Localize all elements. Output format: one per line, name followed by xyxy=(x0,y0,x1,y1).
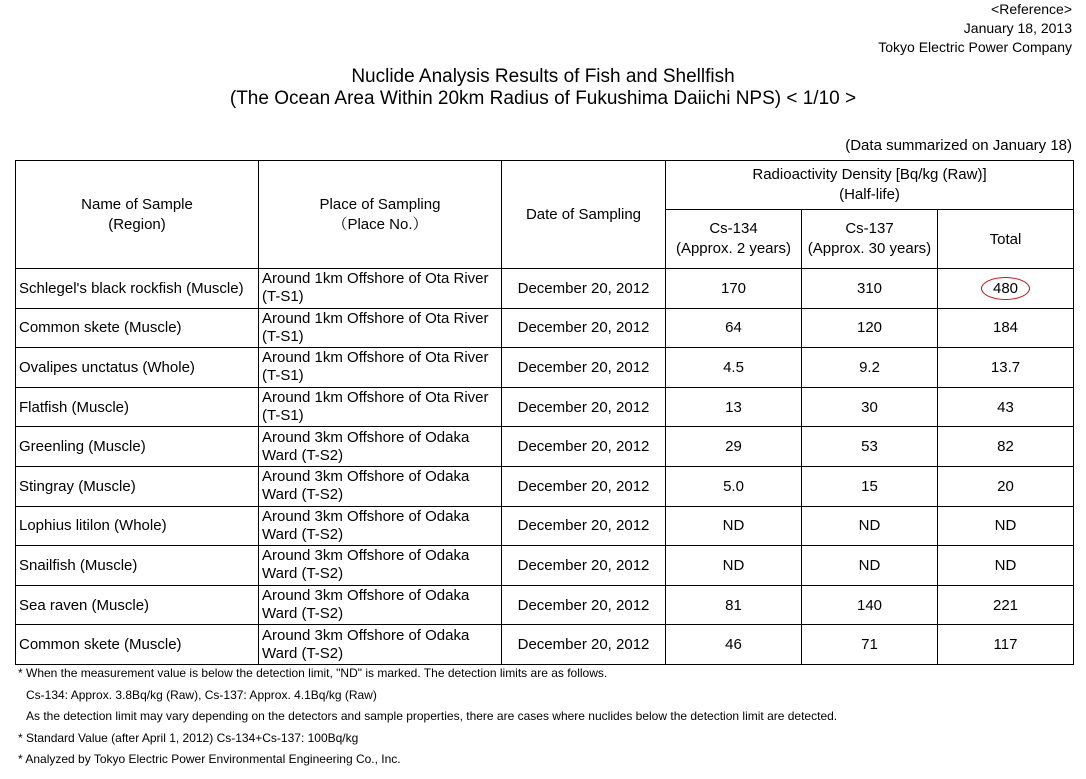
total-cell xyxy=(938,269,1074,309)
place-line-1: Around 1km Offshore of Ota River xyxy=(262,270,489,288)
cs137-cell: 120 xyxy=(802,308,938,348)
date-cell: December 20, 2012 xyxy=(502,546,666,586)
place-cell xyxy=(259,308,502,348)
total-value: 20 xyxy=(997,477,1014,495)
date-cell: December 20, 2012 xyxy=(502,269,666,309)
cs134-cell: 64 xyxy=(666,308,802,348)
footnote-limits: Cs-134: Approx. 3.8Bq/kg (Raw), Cs-137: Approx. 4.1Bq/kg (Raw) xyxy=(26,687,377,702)
total-cell xyxy=(938,546,1074,586)
cs137-cell: 9.2 xyxy=(802,348,938,388)
header-row-1 xyxy=(16,161,1074,210)
place-cell xyxy=(259,625,502,665)
total-value: 43 xyxy=(997,398,1014,416)
place-line-2: (T-S1) xyxy=(262,367,304,385)
cs134-cell: 13 xyxy=(666,387,802,427)
place-cell xyxy=(259,585,502,625)
place-line-2: Ward (T-S2) xyxy=(262,446,344,464)
total-value: 82 xyxy=(997,438,1014,456)
date-cell: December 20, 2012 xyxy=(502,427,666,467)
cs134-cell: 4.5 xyxy=(666,348,802,388)
place-line-1: Around 1km Offshore of Ota River xyxy=(262,349,489,367)
sample-name-cell: Greenling (Muscle) xyxy=(16,427,259,467)
place-cell xyxy=(259,546,502,586)
document-title xyxy=(0,66,1086,110)
table-row xyxy=(16,427,1074,467)
total-value: 221 xyxy=(992,596,1019,614)
total-value: 117 xyxy=(993,636,1018,654)
header-total: Total xyxy=(938,210,1074,269)
header-date: Date of Sampling xyxy=(502,161,666,269)
footnote-standard: * Standard Value (after April 1, 2012) Cs-134+Cs-137: 100Bq/kg xyxy=(18,730,359,745)
cs137-cell: ND xyxy=(802,546,938,586)
cs134-cell: ND xyxy=(666,506,802,546)
place-line-1: Around 3km Offshore of Odaka xyxy=(262,587,470,605)
header-place: Place of Sampling （Place No.） xyxy=(259,161,502,269)
cs137-cell: 71 xyxy=(802,625,938,665)
table-row xyxy=(16,625,1074,665)
header-cs134: Cs-134 (Approx. 2 years) xyxy=(666,210,802,269)
cs137-cell: ND xyxy=(802,506,938,546)
cs137-cell: 30 xyxy=(802,387,938,427)
cs134-cell: 29 xyxy=(666,427,802,467)
company-name: Tokyo Electric Power Company xyxy=(878,39,1072,55)
cs134-cell: 170 xyxy=(666,269,802,309)
place-cell xyxy=(259,427,502,467)
cs137-cell: 53 xyxy=(802,427,938,467)
cs134-cell: ND xyxy=(666,546,802,586)
results-table xyxy=(15,160,1074,665)
sample-name-cell: Ovalipes unctatus (Whole) xyxy=(16,348,259,388)
place-cell xyxy=(259,348,502,388)
summary-note: (Data summarized on January 18) xyxy=(845,137,1072,154)
place-cell xyxy=(259,506,502,546)
date-cell: December 20, 2012 xyxy=(502,466,666,506)
sample-name-cell: Flatfish (Muscle) xyxy=(16,387,259,427)
header-density: Radioactivity Density [Bq/kg (Raw)] (Half-life) xyxy=(666,161,1074,210)
document-header xyxy=(878,0,1072,57)
cs134-cell: 81 xyxy=(666,585,802,625)
sample-name-cell: Sea raven (Muscle) xyxy=(16,585,259,625)
place-line-2: Ward (T-S2) xyxy=(262,605,344,623)
table-row xyxy=(16,506,1074,546)
place-line-2: Ward (T-S2) xyxy=(262,565,344,583)
highlighted-total: 480 xyxy=(981,277,1030,300)
cs137-cell: 15 xyxy=(802,466,938,506)
sample-name-cell: Stingray (Muscle) xyxy=(16,466,259,506)
table-row xyxy=(16,387,1074,427)
title-line-1: Nuclide Analysis Results of Fish and Shellfish xyxy=(351,66,735,87)
table-row xyxy=(16,585,1074,625)
place-line-2: Ward (T-S2) xyxy=(262,644,344,662)
footnotes xyxy=(18,663,837,771)
total-value: 13.7 xyxy=(990,358,1021,376)
total-cell xyxy=(938,625,1074,665)
total-cell xyxy=(938,585,1074,625)
sample-name-cell: Schlegel's black rockfish (Muscle) xyxy=(16,269,259,309)
footnote-variance: As the detection limit may vary depending on the detectors and sample properties, there are cases where nuclides below the detection limit are detected. xyxy=(26,709,838,724)
total-value: ND xyxy=(994,517,1017,535)
header-cs137: Cs-137 (Approx. 30 years) xyxy=(802,210,938,269)
place-line-1: Around 3km Offshore of Odaka xyxy=(262,547,470,565)
cs134-cell: 46 xyxy=(666,625,802,665)
place-line-2: (T-S1) xyxy=(262,288,304,306)
date-cell: December 20, 2012 xyxy=(502,506,666,546)
table-row xyxy=(16,348,1074,388)
place-line-2: (T-S1) xyxy=(262,407,304,425)
place-line-1: Around 1km Offshore of Ota River xyxy=(262,309,489,327)
total-value: ND xyxy=(994,556,1017,574)
cs137-cell: 140 xyxy=(802,585,938,625)
total-cell xyxy=(938,308,1074,348)
date-cell: December 20, 2012 xyxy=(502,625,666,665)
place-line-2: (T-S1) xyxy=(262,327,304,345)
date-cell: December 20, 2012 xyxy=(502,308,666,348)
date-cell: December 20, 2012 xyxy=(502,585,666,625)
place-line-1: Around 3km Offshore of Odaka xyxy=(262,428,470,446)
total-cell xyxy=(938,427,1074,467)
title-line-2: (The Ocean Area Within 20km Radius of Fukushima Daiichi NPS) < 1/10 > xyxy=(229,88,857,109)
sample-name-cell: Common skete (Muscle) xyxy=(16,625,259,665)
footnote-nd: * When the measurement value is below the detection limit, "ND" is marked. The detection limits are as follows. xyxy=(18,666,608,680)
sample-name-cell: Common skete (Muscle) xyxy=(16,308,259,348)
place-line-1: Around 3km Offshore of Odaka xyxy=(262,468,470,486)
place-line-2: Ward (T-S2) xyxy=(262,525,344,543)
reference-label: <Reference> xyxy=(991,1,1072,17)
document-date: January 18, 2013 xyxy=(963,20,1072,36)
table-row xyxy=(16,466,1074,506)
total-cell xyxy=(938,466,1074,506)
table-row xyxy=(16,308,1074,348)
cs137-cell: 310 xyxy=(802,269,938,309)
cs134-cell: 5.0 xyxy=(666,466,802,506)
sample-name-cell: Snailfish (Muscle) xyxy=(16,546,259,586)
results-body xyxy=(16,269,1074,665)
total-cell xyxy=(938,506,1074,546)
table-row xyxy=(16,269,1074,309)
total-cell xyxy=(938,387,1074,427)
place-cell xyxy=(259,387,502,427)
sample-name-cell: Lophius litilon (Whole) xyxy=(16,506,259,546)
footnote-analyzer: * Analyzed by Tokyo Electric Power Environmental Engineering Co., Inc. xyxy=(18,752,401,767)
date-cell: December 20, 2012 xyxy=(502,348,666,388)
place-line-2: Ward (T-S2) xyxy=(262,486,344,504)
place-line-1: Around 3km Offshore of Odaka xyxy=(262,507,470,525)
place-line-1: Around 3km Offshore of Odaka xyxy=(262,626,470,644)
header-name: Name of Sample (Region) xyxy=(16,161,259,269)
date-cell: December 20, 2012 xyxy=(502,387,666,427)
total-cell xyxy=(938,348,1074,388)
total-value: 184 xyxy=(992,319,1019,337)
table-row xyxy=(16,546,1074,586)
place-line-1: Around 1km Offshore of Ota River xyxy=(262,389,489,407)
place-cell xyxy=(259,269,502,309)
place-cell xyxy=(259,466,502,506)
